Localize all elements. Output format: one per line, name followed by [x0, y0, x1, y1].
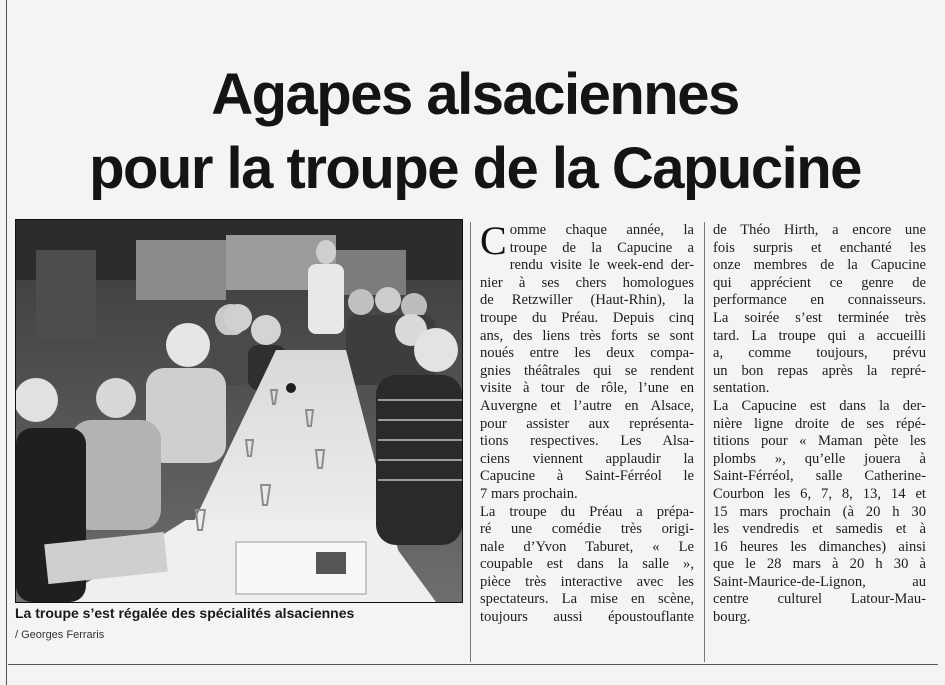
article-line: titions pour « Maman pète les: [713, 433, 926, 450]
article-line: bourg.: [713, 609, 751, 626]
bleed-through-text-left: [12, 4, 192, 44]
bleed-through-text-right: [860, 4, 940, 44]
article-line: 16 heures les dimanches) ainsi: [713, 538, 926, 555]
article-line: a, comme toujours, prévu: [713, 345, 926, 362]
left-margin-rule: [6, 0, 7, 685]
article-line: performance en connaisseurs.: [713, 292, 926, 309]
article-line: omme chaque année, la: [509, 222, 694, 238]
article-line: de Retzwiller (Haut-Rhin), la: [480, 292, 694, 309]
article-line: troupe du Préau. Depuis cinq: [480, 309, 694, 326]
article-line: onze membres de la Capucine: [713, 257, 926, 274]
article-line: 15 mars prochain (à 20 h 30: [713, 503, 926, 520]
article-line: Courbon les 6, 7, 8, 13, 14 et: [713, 485, 926, 502]
article-line: les vendredis et samedis et à: [713, 521, 926, 538]
article-line: pour assister aux représenta-: [480, 415, 694, 432]
article-line: que le 28 mars à 20 h 30 à: [713, 556, 926, 573]
article-line: gnies théâtrales qui se rendent: [480, 362, 694, 379]
article-line: un bon repas après la repré-: [713, 362, 926, 379]
drop-cap: C: [480, 218, 507, 263]
article-line: La soirée s’est terminée très: [713, 309, 926, 326]
article-line: de Théo Hirth, a encore une: [713, 222, 926, 238]
article-line: Auvergne et l’autre en Alsace,: [480, 397, 694, 414]
article-column-2: [713, 222, 926, 627]
article-line: toujours aussi époustouflante: [480, 609, 694, 626]
photo-credit: / Georges Ferraris: [15, 629, 105, 641]
article-line: La Capucine est dans la der-: [713, 397, 926, 414]
article-line: Saint-Férréol, salle Catherine-: [713, 468, 926, 485]
article-line: qui apprécient ce genre de: [713, 274, 926, 291]
article-line: centre culturel Latour-Mau-: [713, 591, 926, 608]
article-line: coupable est dans la salle »,: [480, 556, 694, 573]
article-line: plombs », qu’elle jouera à: [713, 450, 926, 467]
headline-line-2: pour la troupe de la Capucine: [89, 136, 861, 201]
article-column-1: [480, 218, 694, 627]
article-line: troupe de la Capucine a: [509, 239, 694, 256]
article-line: pièce très interactive avec les: [480, 573, 694, 590]
restaurant-table-photo-illustration: [16, 220, 462, 602]
article-line: sentation.: [713, 380, 770, 397]
article-line: visite à tour de rôle, l’une en: [480, 380, 694, 397]
article-line: Saint-Maurice-de-Lignon, au: [713, 573, 926, 590]
article-line: rendu visite le week-end der-: [509, 257, 694, 274]
article-line: tard. La troupe qui a accueilli: [713, 327, 926, 344]
article-line: ans, des liens très forts se sont: [480, 327, 694, 344]
column-rule-2: [704, 222, 705, 662]
article-line: Capucine à Saint-Férréol le: [480, 468, 694, 485]
article-line: 7 mars prochain.: [480, 485, 578, 502]
bottom-rule: [8, 664, 938, 665]
article-line: tions respectives. Les Alsa-: [480, 433, 694, 450]
article-line: nière ligne droite de ses répé-: [713, 415, 926, 432]
photo-caption: La troupe s’est régalée des spécialités alsaciennes: [15, 605, 355, 621]
article-line: nier à ses chers homologues: [480, 274, 694, 291]
article-line: noués entre les deux compa-: [480, 345, 694, 362]
article-photo: [15, 219, 463, 603]
article-line: spectateurs. La mise en scène,: [480, 591, 694, 608]
column-rule-1: [470, 222, 471, 662]
article-line: La troupe du Préau a prépa-: [480, 503, 694, 520]
article-line: fois surpris et enchanté les: [713, 239, 926, 256]
article-line: ciens viennent applaudir la: [480, 450, 694, 467]
article-line: nale d’Yvon Taburet, « Le: [480, 538, 694, 555]
headline-line-1: Agapes alsaciennes: [211, 62, 739, 127]
article-line: ré une comédie très origi-: [480, 521, 694, 538]
